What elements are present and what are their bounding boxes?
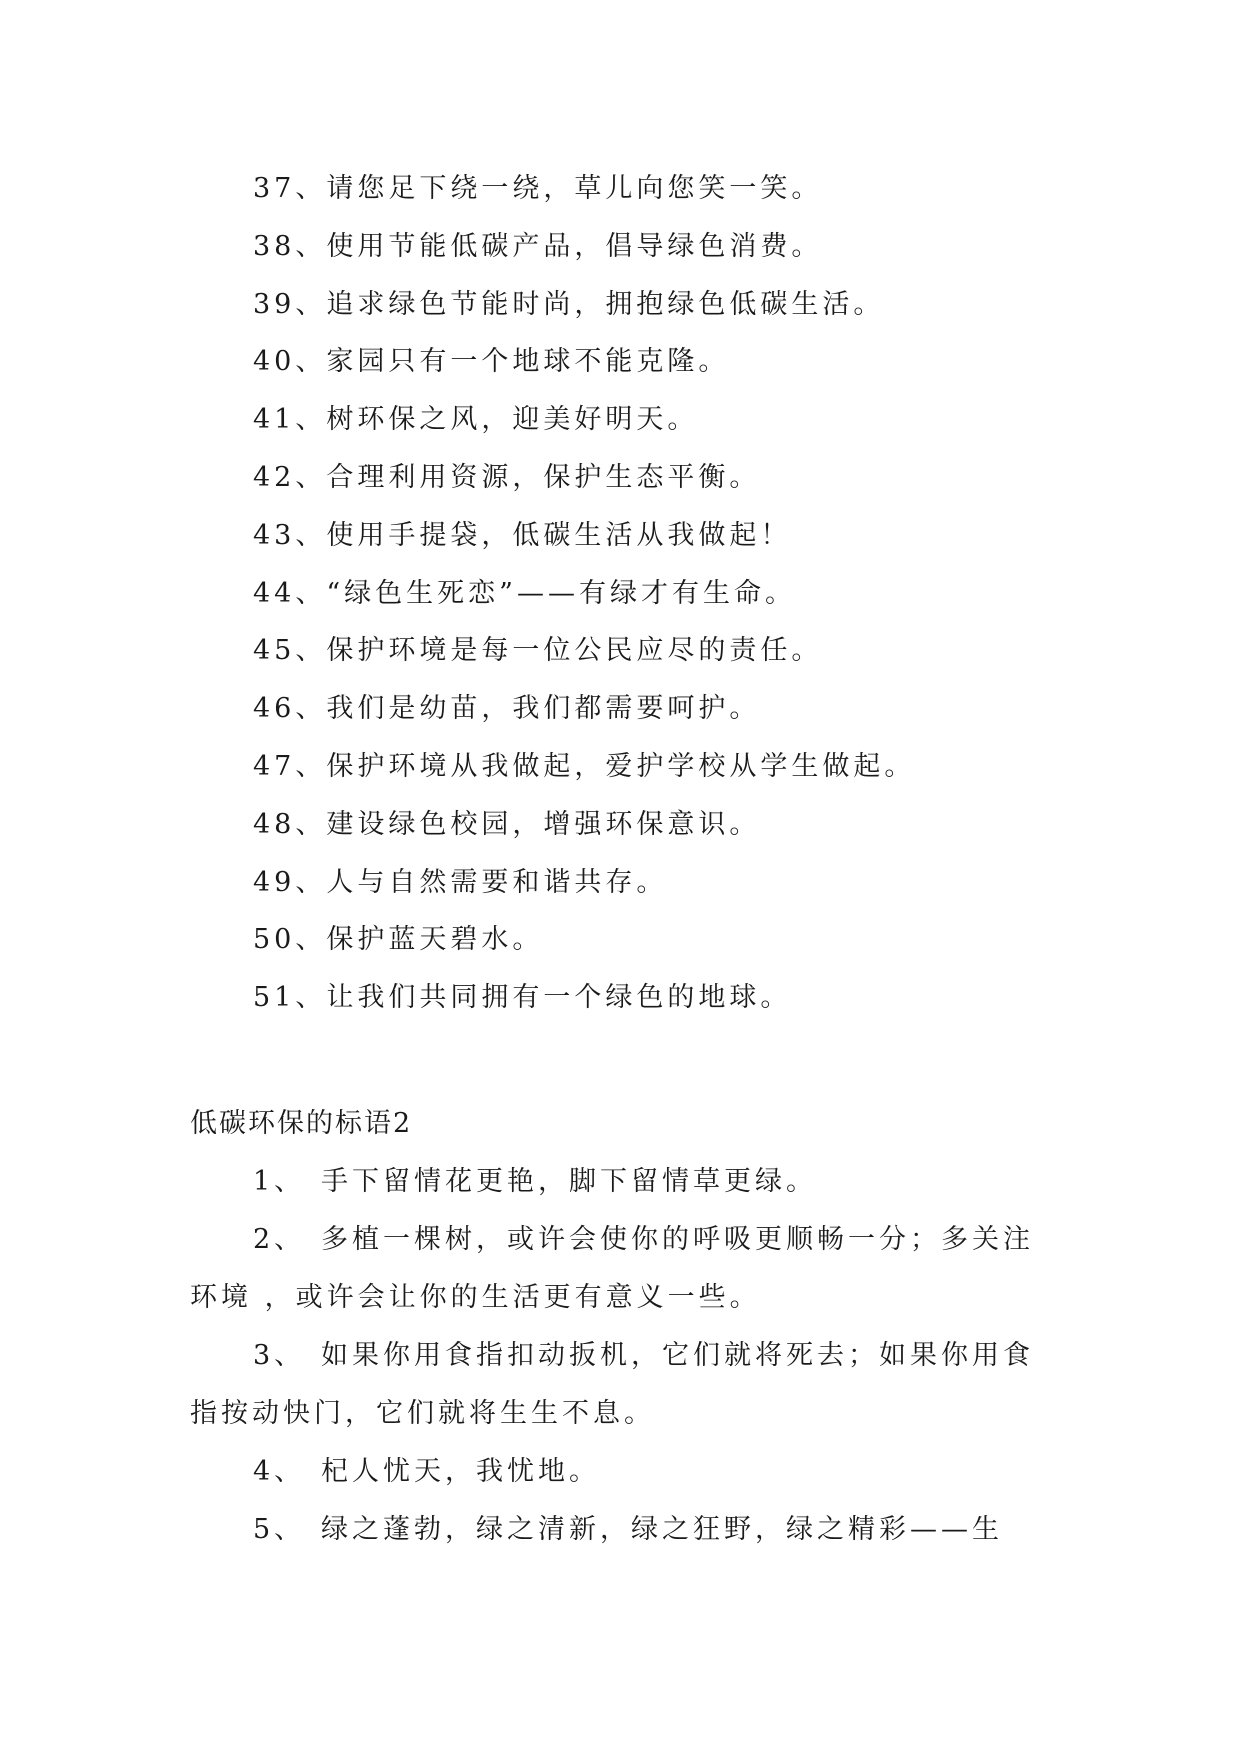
list-item: 45、保护环境是每一位公民应尽的责任。 (253, 635, 823, 667)
item-text: 手下留情花更艳，脚下留情草更绿。 (321, 1166, 817, 1197)
list-item: 44、“绿色生死恋”——有绿才有生命。 (253, 577, 796, 609)
item-number: 1、 (253, 1166, 306, 1197)
list-item: 48、建设绿色校园，增强环保意识。 (253, 808, 761, 840)
list-item: 43、使用手提袋，低碳生活从我做起！ (253, 519, 792, 551)
item-text: 多植一棵树，或许会使你的呼吸更顺畅一分；多关注环境 ，或许会让你的生活更有意义一些。 (190, 1224, 1034, 1313)
section-item (190, 1501, 1050, 1559)
item-text: 如果你用食指扣动扳机，它们就将死去；如果你用食指按动快门，它们就将生生不息。 (190, 1340, 1034, 1429)
list-item: 50、保护蓝天碧水。 (253, 924, 544, 956)
section-title: 低碳环保的标语2 (190, 1108, 413, 1139)
section-slogans-2 (190, 1095, 1050, 1559)
list-item: 38、使用节能低碳产品，倡导绿色消费。 (253, 230, 823, 262)
list-item: 39、追求绿色节能时尚，拥抱绿色低碳生活。 (253, 288, 885, 320)
list-item: 51、让我们共同拥有一个绿色的地球。 (253, 982, 792, 1014)
list-item: 42、合理利用资源，保护生态平衡。 (253, 461, 761, 493)
list-item: 46、我们是幼苗，我们都需要呵护。 (253, 693, 761, 725)
item-text: 杞人忧天，我忧地。 (321, 1456, 600, 1487)
item-text: 绿之蓬勃，绿之清新，绿之狂野，绿之精彩——生 (321, 1514, 1003, 1545)
section-item (190, 1443, 1050, 1501)
list-item: 47、保护环境从我做起，爱护学校从学生做起。 (253, 750, 916, 782)
item-number: 5、 (253, 1514, 306, 1545)
section-item (190, 1327, 1050, 1443)
section-item (190, 1153, 1050, 1211)
section-item (190, 1211, 1050, 1327)
slogan-list (253, 160, 1053, 1027)
list-item: 41、树环保之风，迎美好明天。 (253, 404, 699, 436)
item-number: 4、 (253, 1456, 306, 1487)
list-item: 40、家园只有一个地球不能克隆。 (253, 346, 730, 378)
item-number: 3、 (253, 1340, 306, 1371)
list-item: 49、人与自然需要和谐共存。 (253, 866, 668, 898)
item-number: 2、 (253, 1224, 306, 1255)
list-item: 37、请您足下绕一绕，草儿向您笑一笑。 (253, 173, 823, 204)
